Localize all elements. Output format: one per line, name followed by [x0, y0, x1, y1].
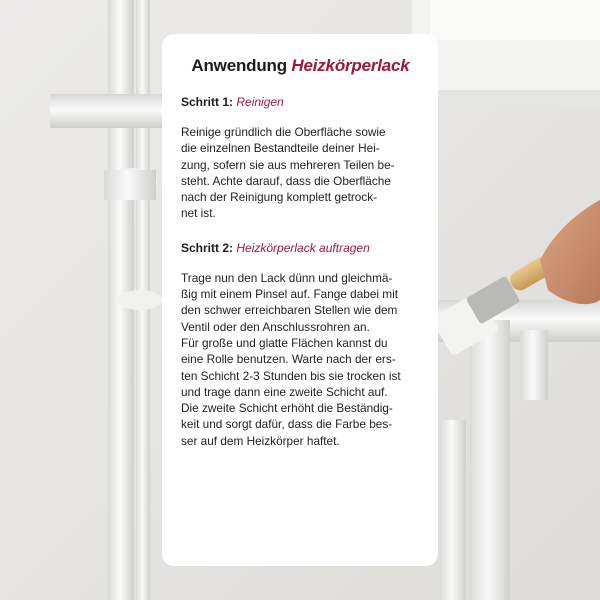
- step-2-line: Für große und glatte Flächen kannst du: [181, 335, 388, 350]
- step-1-line: nach der Reinigung komplett getrock-: [181, 190, 378, 205]
- card-title: [181, 56, 420, 76]
- step-2-line: keit und sorgt dafür, dass die Farbe bes-: [181, 417, 393, 432]
- step-1-name: Reinigen: [236, 95, 284, 109]
- step-1-heading: [181, 94, 420, 110]
- step-2-line: ßig mit einem Pinsel auf. Fange dabei mit: [181, 287, 399, 302]
- step-2-line: und trage dann eine zweite Schicht auf.: [181, 384, 388, 399]
- step-2-label: Schritt 2:: [181, 240, 234, 255]
- right-vertical-pipe: [470, 320, 510, 600]
- step-2-line: Trage nun den Lack dünn und gleichmä-: [181, 270, 393, 285]
- step-1-text: [181, 124, 420, 222]
- step-2-line: Die zweite Schicht erhöht die Beständig-: [181, 401, 393, 416]
- step-1: [181, 94, 420, 222]
- step-2-line: eine Rolle benutzen. Warte nach der ers-: [181, 352, 396, 367]
- step-1-line: steht. Achte darauf, dass die Oberfläche: [181, 173, 391, 188]
- step-2-text: [181, 270, 420, 449]
- step-2-line: den schwer erreichbaren Stellen wie dem: [181, 303, 398, 318]
- step-2-heading: [181, 240, 420, 256]
- card-title-accent: Heizkörperlack: [291, 56, 410, 75]
- step-1-line: net ist.: [181, 206, 216, 221]
- step-2-name: Heizkörperlack auftragen: [236, 240, 370, 255]
- instruction-card: [162, 34, 438, 566]
- card-title-prefix: Anwendung: [191, 56, 292, 75]
- step-1-line: zung, sofern sie aus mehreren Teilen be-: [181, 157, 395, 172]
- step-1-line: Reinige gründlich die Oberfläche sowie: [181, 125, 386, 139]
- step-1-line: die einzelnen Bestandteile deiner Hei-: [181, 141, 380, 156]
- left-horizontal-pipe: [50, 94, 170, 128]
- step-2-line: ser auf dem Heizkörper haftet.: [181, 433, 340, 448]
- step-2-line: ten Schicht 2-3 Stunden bis sie trocken ist: [181, 368, 401, 383]
- step-2-line: Ventil oder den Anschlussrohren an.: [181, 319, 370, 334]
- step-2: [181, 240, 420, 449]
- step-1-label: Schritt 1:: [181, 95, 234, 109]
